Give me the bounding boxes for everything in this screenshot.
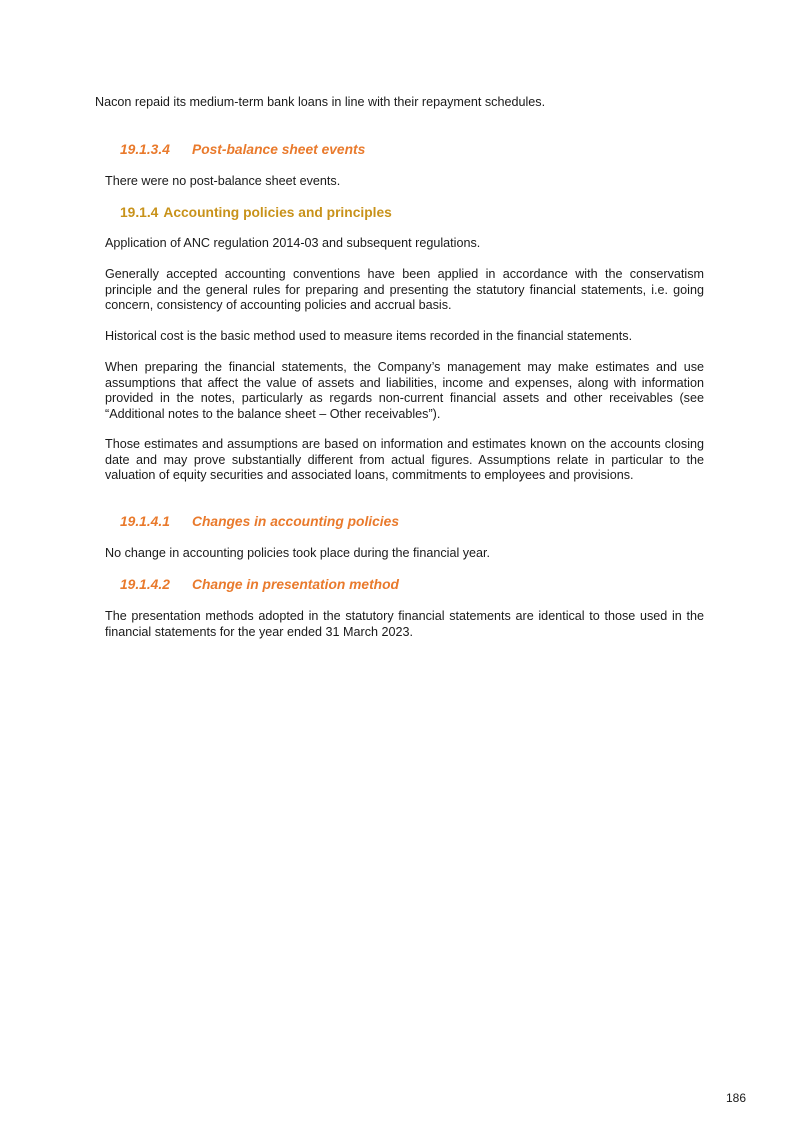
page-number: 186	[725, 1091, 746, 1105]
heading-change-in-presentation-method	[120, 577, 399, 593]
heading-title: Change in presentation method	[192, 577, 399, 592]
accounting-paragraph-4: When preparing the financial statements, the Company’s management may make estimates and use assumptions that affect the value of assets and liabilities, income and expenses, along with information provided in the notes, particularly as regards non-current financial assets and other receivables (see “Additional notes to the balance sheet – Other receivables”).	[105, 360, 704, 421]
heading-title: Changes in accounting policies	[192, 514, 399, 529]
presentation-paragraph: The presentation methods adopted in the statutory financial statements are identical to those used in the financial statements for the year ended 31 March 2023.	[105, 609, 704, 639]
intro-paragraph: Nacon repaid its medium-term bank loans in line with their repayment schedules.	[95, 95, 546, 109]
accounting-paragraph-2: Generally accepted accounting conventions have been applied in accordance with the conservatism principle and the general rules for preparing and presenting the statutory financial statements, i.e. going concern, consistency of accounting policies and accrual basis.	[105, 267, 704, 312]
heading-post-balance-sheet-events	[120, 142, 365, 158]
heading-number: 19.1.4.1	[120, 514, 170, 529]
accounting-paragraph-5: Those estimates and assumptions are based on information and estimates known on the accounts closing date and may prove substantially different from actual figures. Assumptions relate in particular to the valuation of equity securities and associated loans, commitments to employees and provisions.	[105, 437, 704, 482]
heading-accounting-policies	[120, 205, 392, 221]
post-balance-sheet-paragraph: There were no post-balance sheet events.	[105, 174, 341, 188]
accounting-paragraph-3: Historical cost is the basic method used to measure items recorded in the financial statements.	[105, 329, 633, 343]
heading-number: 19.1.3.4	[120, 142, 170, 157]
heading-title: Accounting policies and principles	[163, 205, 392, 220]
changes-paragraph: No change in accounting policies took place during the financial year.	[105, 546, 491, 560]
heading-number: 19.1.4.2	[120, 577, 170, 592]
heading-number: 19.1.4	[120, 205, 159, 220]
heading-changes-in-accounting-policies	[120, 514, 399, 530]
heading-title: Post-balance sheet events	[192, 142, 366, 157]
accounting-paragraph-1: Application of ANC regulation 2014-03 and subsequent regulations.	[105, 236, 481, 250]
